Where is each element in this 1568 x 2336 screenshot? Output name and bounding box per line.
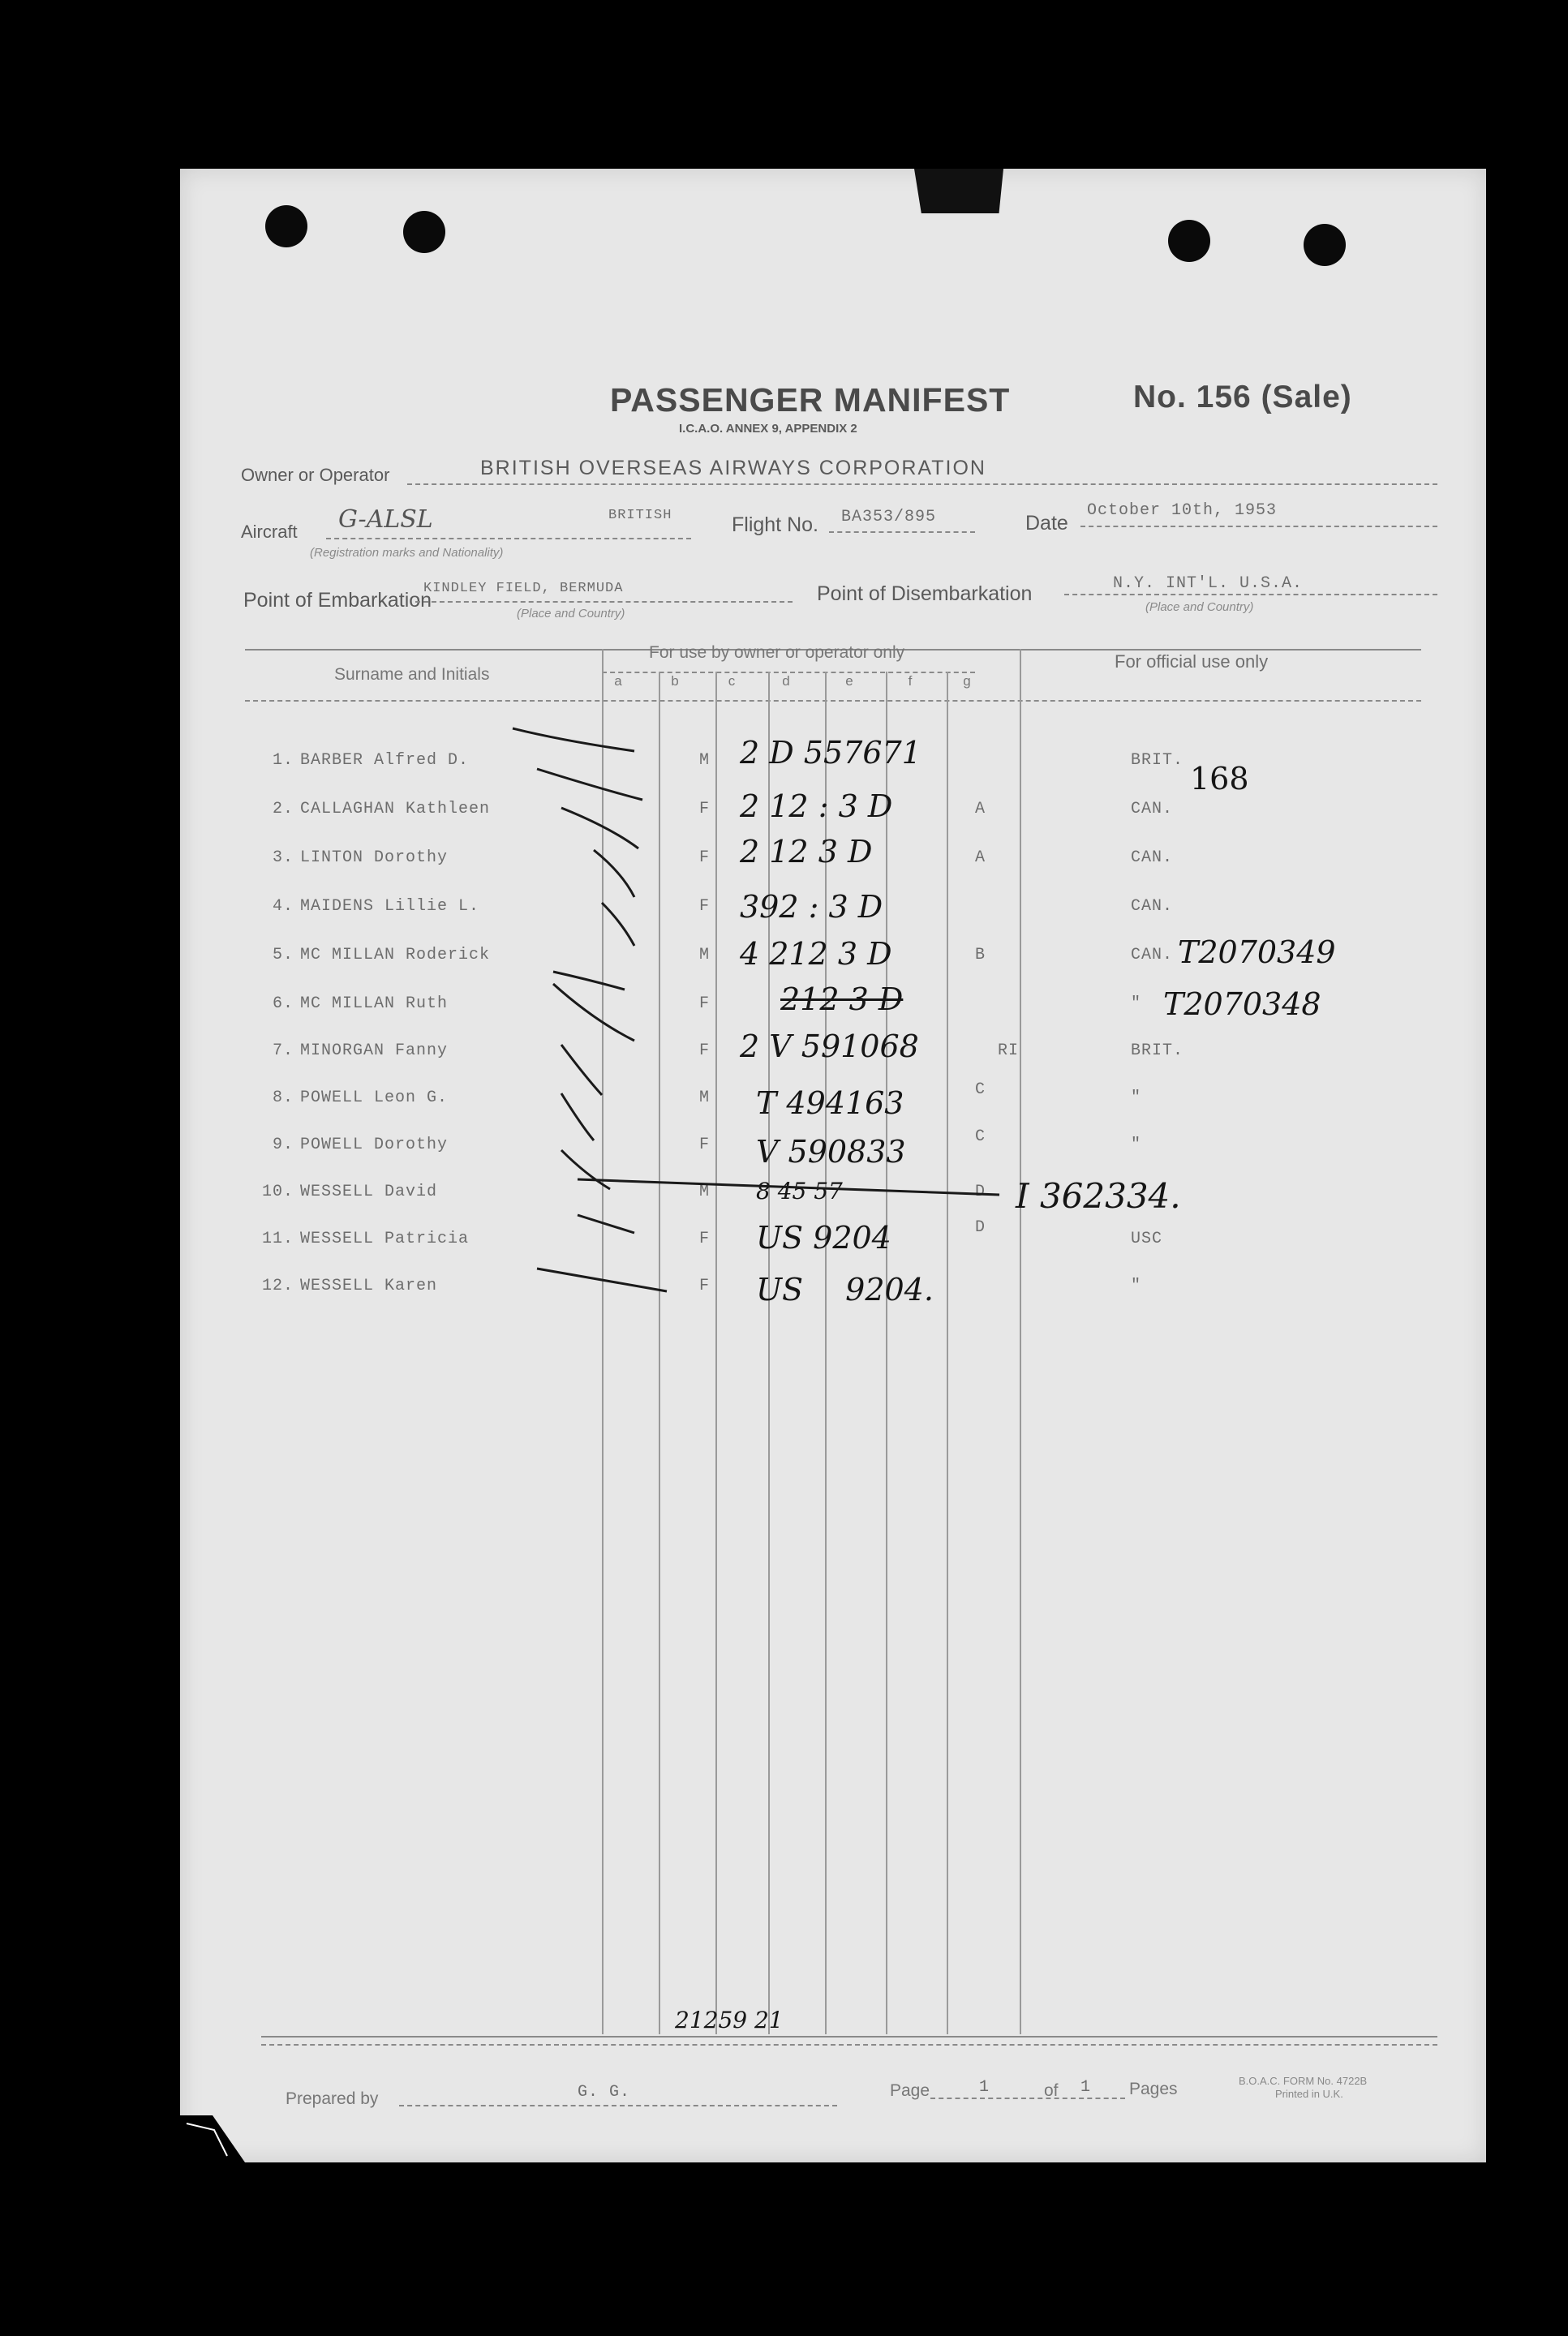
aircraft-label: Aircraft — [241, 522, 298, 542]
handwritten-official: T2070349 — [1178, 934, 1336, 970]
nationality: CAN. — [1131, 946, 1174, 964]
handwritten-document: 2 12 : 3 D — [740, 788, 893, 824]
flight-label: Flight No. — [732, 513, 818, 536]
col-official-header: For official use only — [1115, 651, 1269, 672]
owner-label: Owner or Operator — [241, 465, 390, 485]
handwritten-official: I 362334. — [1016, 1176, 1181, 1216]
nationality: USC — [1131, 1230, 1163, 1248]
passenger-name: MC MILLAN Ruth — [300, 994, 449, 1013]
nationality: BRIT. — [1131, 1041, 1184, 1060]
pages-label: Pages — [1129, 2080, 1178, 2098]
sex-code: M — [699, 946, 711, 964]
footer-rule — [261, 2036, 1437, 2038]
handwritten-document: US 9204. — [756, 1272, 934, 1308]
handwritten-document: 4 212 3 D — [740, 936, 892, 972]
nationality: CAN. — [1131, 897, 1174, 916]
embark-label: Point of Embarkation — [243, 589, 432, 612]
row-number: 3. — [272, 848, 294, 867]
aircraft-note: (Registration marks and Nationality) — [310, 546, 504, 560]
tick-mark — [561, 1093, 594, 1140]
col-letter: e — [845, 673, 853, 689]
handwritten-document: 2 12 3 D — [740, 834, 873, 870]
col-letter: c — [728, 673, 736, 689]
page-label: Page — [890, 2081, 930, 2100]
col-owner-header: For use by owner or operator only — [649, 643, 905, 662]
date-label: Date — [1025, 512, 1068, 535]
page-value: 1 — [979, 2078, 990, 2097]
form-title: PASSENGER MANIFEST — [610, 381, 1011, 419]
nationality: BRIT. — [1131, 751, 1184, 770]
handwritten-document: US 9204 — [756, 1220, 891, 1256]
handwritten-document: 2 V 591068 — [740, 1028, 919, 1064]
sex-code: F — [699, 1230, 711, 1248]
row-number: 10. — [261, 1183, 294, 1201]
disembark-value: N.Y. INT'L. U.S.A. — [1113, 574, 1304, 593]
form-number: B.O.A.C. FORM No. 4722B — [1239, 2075, 1368, 2087]
row-number: 5. — [272, 946, 294, 964]
sex-code: F — [699, 897, 711, 916]
col-letter: g — [963, 673, 971, 689]
passenger-name: LINTON Dorothy — [300, 848, 449, 867]
date-value: October 10th, 1953 — [1087, 501, 1278, 520]
passenger-name: MC MILLAN Roderick — [300, 946, 491, 964]
tick-mark — [561, 1150, 610, 1189]
tick-mark — [553, 972, 625, 990]
official-number: 168 — [1190, 761, 1249, 797]
col-f-code: C — [975, 1080, 986, 1099]
nationality: " — [1131, 1089, 1142, 1107]
handwritten-official: T2070348 — [1163, 986, 1321, 1022]
prepared-value: G. G. — [578, 2083, 631, 2102]
col-letter: d — [782, 673, 790, 689]
passenger-name: BARBER Alfred D. — [300, 751, 470, 770]
handwritten-document: T 494163 — [756, 1085, 904, 1121]
col-letter: f — [908, 673, 913, 689]
col-f-code: B — [975, 946, 986, 964]
sex-code: M — [699, 751, 711, 770]
row-number: 9. — [272, 1136, 294, 1154]
passenger-name: POWELL Dorothy — [300, 1136, 449, 1154]
prepared-label: Prepared by — [286, 2089, 379, 2108]
page-line — [930, 2098, 1125, 2099]
sex-code: M — [699, 1183, 711, 1201]
disembark-note: (Place and Country) — [1145, 600, 1254, 614]
col-g-code: RI — [998, 1041, 1020, 1060]
manifest-number: No. 156 (Sale) — [1133, 380, 1352, 414]
disembark-label: Point of Disembarkation — [817, 582, 1033, 605]
passenger-name: WESSELL Patricia — [300, 1230, 470, 1248]
embark-note: (Place and Country) — [517, 607, 625, 620]
pen-strokes — [180, 169, 1486, 1385]
tick-mark — [594, 850, 634, 897]
row-number: 1. — [272, 751, 294, 770]
of-label: of — [1044, 2081, 1059, 2100]
row-number: 4. — [272, 897, 294, 916]
tick-mark — [537, 1269, 667, 1291]
row-number: 7. — [272, 1041, 294, 1060]
nationality: CAN. — [1131, 800, 1174, 818]
sex-code: F — [699, 1041, 711, 1060]
col-f-code: A — [975, 800, 986, 818]
sex-code: F — [699, 848, 711, 867]
col-letter: b — [671, 673, 679, 689]
col-f-code: D — [975, 1218, 986, 1237]
aircraft-nationality: BRITISH — [608, 508, 672, 523]
printed-in: Printed in U.K. — [1275, 2088, 1343, 2100]
tick-mark — [537, 769, 642, 800]
total-figure: 21259 21 — [675, 2007, 784, 2033]
row-number: 6. — [272, 994, 294, 1013]
tick-mark — [513, 728, 634, 751]
handwritten-document: 212 3 D — [780, 981, 904, 1017]
tick-mark — [553, 984, 634, 1041]
nationality: " — [1131, 1277, 1142, 1295]
passenger-name: WESSELL David — [300, 1183, 438, 1201]
row-number: 11. — [261, 1230, 294, 1248]
col-f-code: A — [975, 848, 986, 867]
row-number: 12. — [261, 1277, 294, 1295]
handwritten-document: 8 45 57 — [756, 1178, 843, 1204]
col-f-code: D — [975, 1183, 986, 1201]
form-subtitle: I.C.A.O. ANNEX 9, APPENDIX 2 — [679, 422, 857, 436]
row-number: 2. — [272, 800, 294, 818]
handwritten-document: 2 D 557671 — [740, 735, 921, 771]
aircraft-value: G-ALSL — [338, 505, 433, 534]
tick-mark — [561, 808, 638, 848]
sex-code: F — [699, 1277, 711, 1295]
row-number: 8. — [272, 1089, 294, 1107]
col-letter: a — [614, 673, 622, 689]
handwritten-document: 392 : 3 D — [740, 889, 883, 925]
passenger-name: MAIDENS Lillie L. — [300, 897, 480, 916]
tick-mark — [602, 903, 634, 946]
passenger-name: POWELL Leon G. — [300, 1089, 449, 1107]
sex-code: F — [699, 800, 711, 818]
tick-mark — [578, 1215, 634, 1233]
col-name-header: Surname and Initials — [334, 665, 490, 684]
tick-mark — [561, 1045, 602, 1095]
sex-code: M — [699, 1089, 711, 1107]
sex-code: F — [699, 1136, 711, 1154]
manifest-sheet — [180, 169, 1486, 2162]
nationality: CAN. — [1131, 848, 1174, 867]
footer-rule-2 — [261, 2044, 1437, 2046]
of-value: 1 — [1080, 2078, 1092, 2097]
flight-value: BA353/895 — [841, 508, 937, 526]
embark-value: KINDLEY FIELD, BERMUDA — [423, 581, 624, 596]
nationality: " — [1131, 1136, 1142, 1154]
passenger-name: WESSELL Karen — [300, 1277, 438, 1295]
col-f-code: C — [975, 1127, 986, 1146]
owner-value: BRITISH OVERSEAS AIRWAYS CORPORATION — [480, 457, 986, 479]
passenger-name: CALLAGHAN Kathleen — [300, 800, 491, 818]
folded-corner — [180, 2115, 245, 2162]
handwritten-document: V 590833 — [756, 1134, 906, 1170]
passenger-name: MINORGAN Fanny — [300, 1041, 449, 1060]
tick-mark — [578, 1179, 999, 1195]
sex-code: F — [699, 994, 711, 1013]
prepared-line — [399, 2105, 837, 2106]
nationality: " — [1131, 994, 1142, 1013]
